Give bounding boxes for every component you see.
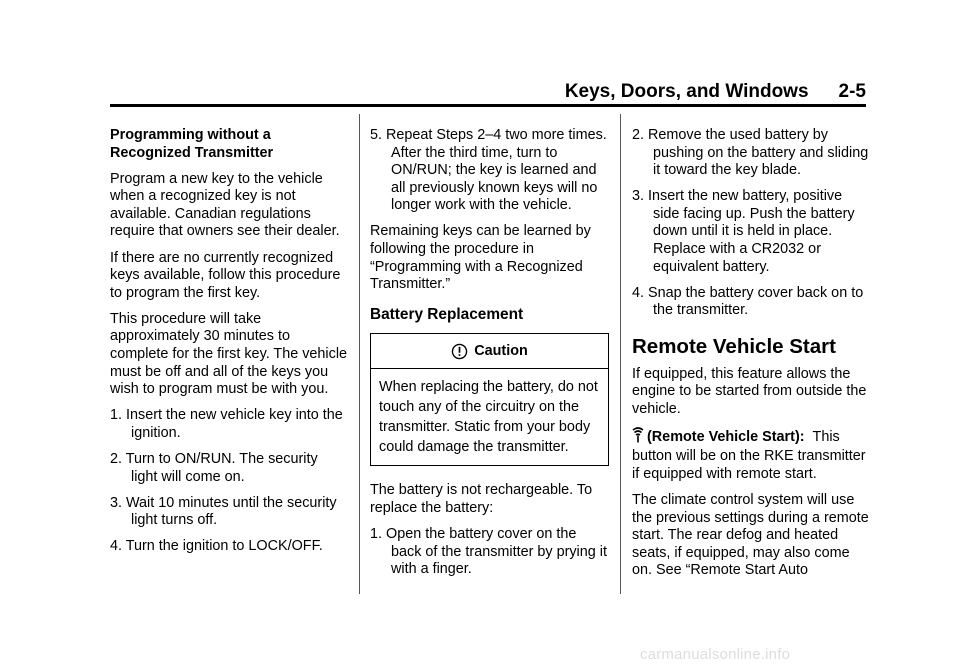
page-header [110, 81, 866, 103]
list-item: 2. Turn to ON/RUN. The security light will come on. [110, 451, 318, 485]
list-item: 4. Turn the ignition to LOCK/OFF. [110, 538, 323, 555]
heading-remote-vehicle-start: Remote Vehicle Start [632, 334, 836, 358]
page-number: 2-5 [838, 81, 866, 102]
list-item: 1. Insert the new vehicle key into the ignition. [110, 407, 343, 441]
paragraph: Remaining keys can be learned by following the procedure in “Programming with a Recognized Transmitter.” [370, 223, 591, 293]
paragraph: The battery is not rechargeable. To replace the battery: [370, 482, 593, 517]
section-title: Keys, Doors, and Windows [564, 81, 809, 102]
caution-title: Caution [474, 342, 528, 359]
subheading-programming: Programming without a Recognized Transmitter [110, 127, 274, 161]
column-divider-2 [620, 114, 621, 594]
list-item: 4. Snap the battery cover back on to the transmitter. [632, 284, 864, 319]
list-item: 3. Insert the new battery, positive side facing up. Push the battery down until it is held in place. Replace with a CR2032 or equivalent battery. [632, 188, 855, 275]
remote-start-text: This button will be on the RKE transmitter if equipped with remote start. [632, 428, 866, 482]
paragraph: If there are no currently recognized keys available, follow this procedure to program the first key. [110, 249, 341, 301]
column-divider-1 [359, 114, 360, 594]
heading-battery-replacement: Battery Replacement [370, 305, 524, 323]
paragraph: This procedure will take approximately 30 minutes to complete for the first key. The vehicle must be off and all of the keys you wish to program must be with you. [110, 310, 348, 398]
column-2 [370, 127, 610, 587]
paragraph: Program a new key to the vehicle when a recognized key is not available. Canadian regulations require that owners see their dealer. [110, 170, 340, 240]
remote-start-icon [632, 427, 644, 449]
paragraph: The climate control system will use the previous settings during a remote start. The rear defog and heated seats, if equipped, may also come on. See “Remote Start Auto [632, 492, 869, 579]
list-item: 2. Remove the used battery by pushing on the battery and sliding it toward the key blade. [632, 127, 869, 179]
caution-header [371, 334, 608, 369]
paragraph: If equipped, this feature allows the engine to be started from outside the vehicle. [632, 365, 867, 417]
paragraph-remote-start-button [632, 427, 872, 484]
header-rule [110, 104, 866, 107]
column-1 [110, 127, 348, 564]
remote-start-label: (Remote Vehicle Start): [647, 428, 805, 445]
warning-icon [451, 343, 468, 360]
column-3 [632, 127, 872, 589]
caution-text: When replacing the battery, do not touch any of the circuitry on the transmitter. Static from your body could damage the transmitter. [379, 379, 598, 456]
list-item: 1. Open the battery cover on the back of the transmitter by prying it with a finger. [370, 526, 607, 578]
list-item: 3. Wait 10 minutes until the security light turns off. [110, 494, 337, 529]
list-item: 5. Repeat Steps 2–4 two more times. After the third time, turn to ON/RUN; the key is learned and all previously known keys will no longer work with the vehicle. [370, 127, 607, 214]
watermark: carmanualsonline.info [640, 646, 791, 663]
caution-box [370, 333, 609, 466]
